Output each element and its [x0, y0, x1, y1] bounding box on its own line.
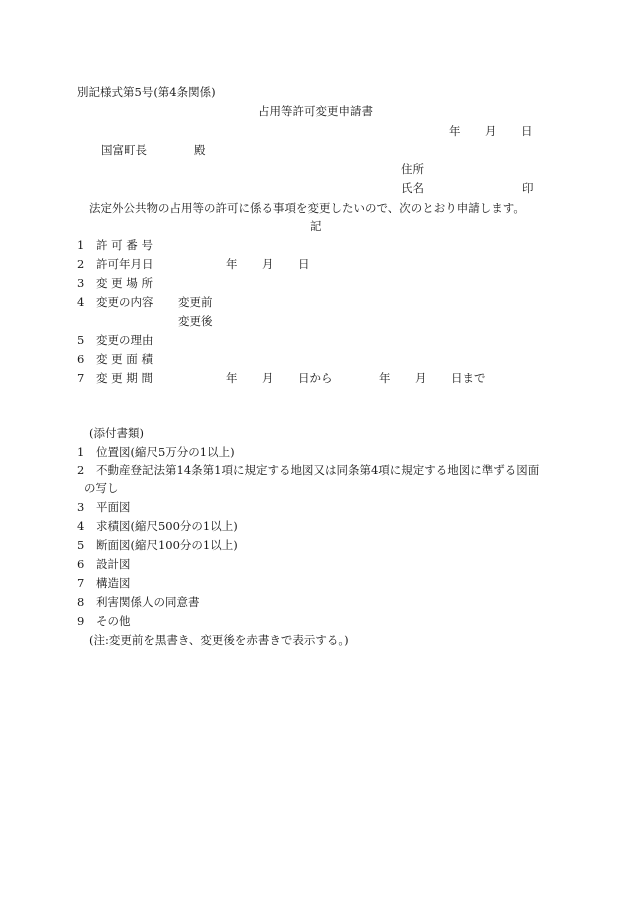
- item-label: 許可年月日: [96, 257, 154, 271]
- attachment-number: 8: [77, 595, 85, 609]
- attachment-number: 4: [77, 519, 85, 533]
- attachment-number: 6: [77, 557, 85, 571]
- name-label: 氏名: [401, 181, 424, 195]
- attachment-number: 1: [77, 445, 85, 459]
- item-after: 変更後: [178, 314, 213, 328]
- item-number: 3: [77, 276, 85, 290]
- item-label: 変 更 期 間: [96, 371, 153, 385]
- date-month: 月: [485, 124, 497, 138]
- body-text: 法定外公共物の占用等の許可に係る事項を変更したいので、次のとおり申請します。: [89, 201, 525, 215]
- attachment-item: 不動産登記法第14条第1項に規定する地図又は同条第4項に規定する地図に準ずる図面: [96, 463, 540, 477]
- item-number: 4: [77, 295, 85, 309]
- date-day: 日: [521, 124, 533, 138]
- note-text: (注:変更前を黒書き、変更後を赤書きで表示する。): [89, 633, 349, 647]
- attachment-number: 9: [77, 614, 85, 628]
- attachment-item: 設計図: [96, 557, 131, 571]
- attachment-number: 5: [77, 538, 85, 552]
- item-label: 変 更 場 所: [96, 276, 153, 290]
- attachment-item: 求積図(縮尺500分の1以上): [96, 519, 238, 533]
- form-label: 別記様式第5号(第4条関係): [77, 85, 216, 99]
- item-from: 日から: [298, 371, 333, 385]
- attachment-item: 位置図(縮尺5万分の1以上): [96, 445, 235, 459]
- addressee: 国富町長: [101, 143, 147, 157]
- item-day: 日: [298, 257, 310, 271]
- item-number: 5: [77, 333, 85, 347]
- attachment-number: 2: [77, 463, 85, 477]
- item-label: 許 可 番 号: [96, 238, 153, 252]
- ki-label: 記: [310, 219, 322, 233]
- item-number: 7: [77, 371, 85, 385]
- item-label: 変 更 面 積: [96, 352, 153, 366]
- document-title: 占用等許可変更申請書: [258, 104, 373, 118]
- item-before: 変更前: [178, 295, 213, 309]
- item-number: 1: [77, 238, 85, 252]
- item-number: 6: [77, 352, 85, 366]
- item-year: 年: [226, 257, 238, 271]
- date-year: 年: [449, 124, 461, 138]
- attachment-item: その他: [96, 614, 131, 628]
- address-label: 住所: [401, 162, 424, 176]
- item-month: 月: [262, 371, 274, 385]
- seal-mark: 印: [522, 181, 534, 195]
- item-year-end: 年: [379, 371, 391, 385]
- item-number: 2: [77, 257, 85, 271]
- item-label: 変更の理由: [96, 333, 154, 347]
- item-label: 変更の内容: [96, 295, 154, 309]
- item-until: 日まで: [451, 371, 486, 385]
- attachment-item: 構造図: [96, 576, 131, 590]
- attachment-number: 3: [77, 500, 85, 514]
- attachments-heading: (添付書類): [89, 426, 144, 440]
- attachment-item: 断面図(縮尺100分の1以上): [96, 538, 238, 552]
- attachment-item: 利害関係人の同意書: [96, 595, 200, 609]
- honorific: 殿: [194, 143, 206, 157]
- item-month: 月: [262, 257, 274, 271]
- attachment-item-cont: の写し: [84, 481, 119, 495]
- item-year: 年: [226, 371, 238, 385]
- item-month-end: 月: [415, 371, 427, 385]
- attachment-item: 平面図: [96, 500, 131, 514]
- attachment-number: 7: [77, 576, 85, 590]
